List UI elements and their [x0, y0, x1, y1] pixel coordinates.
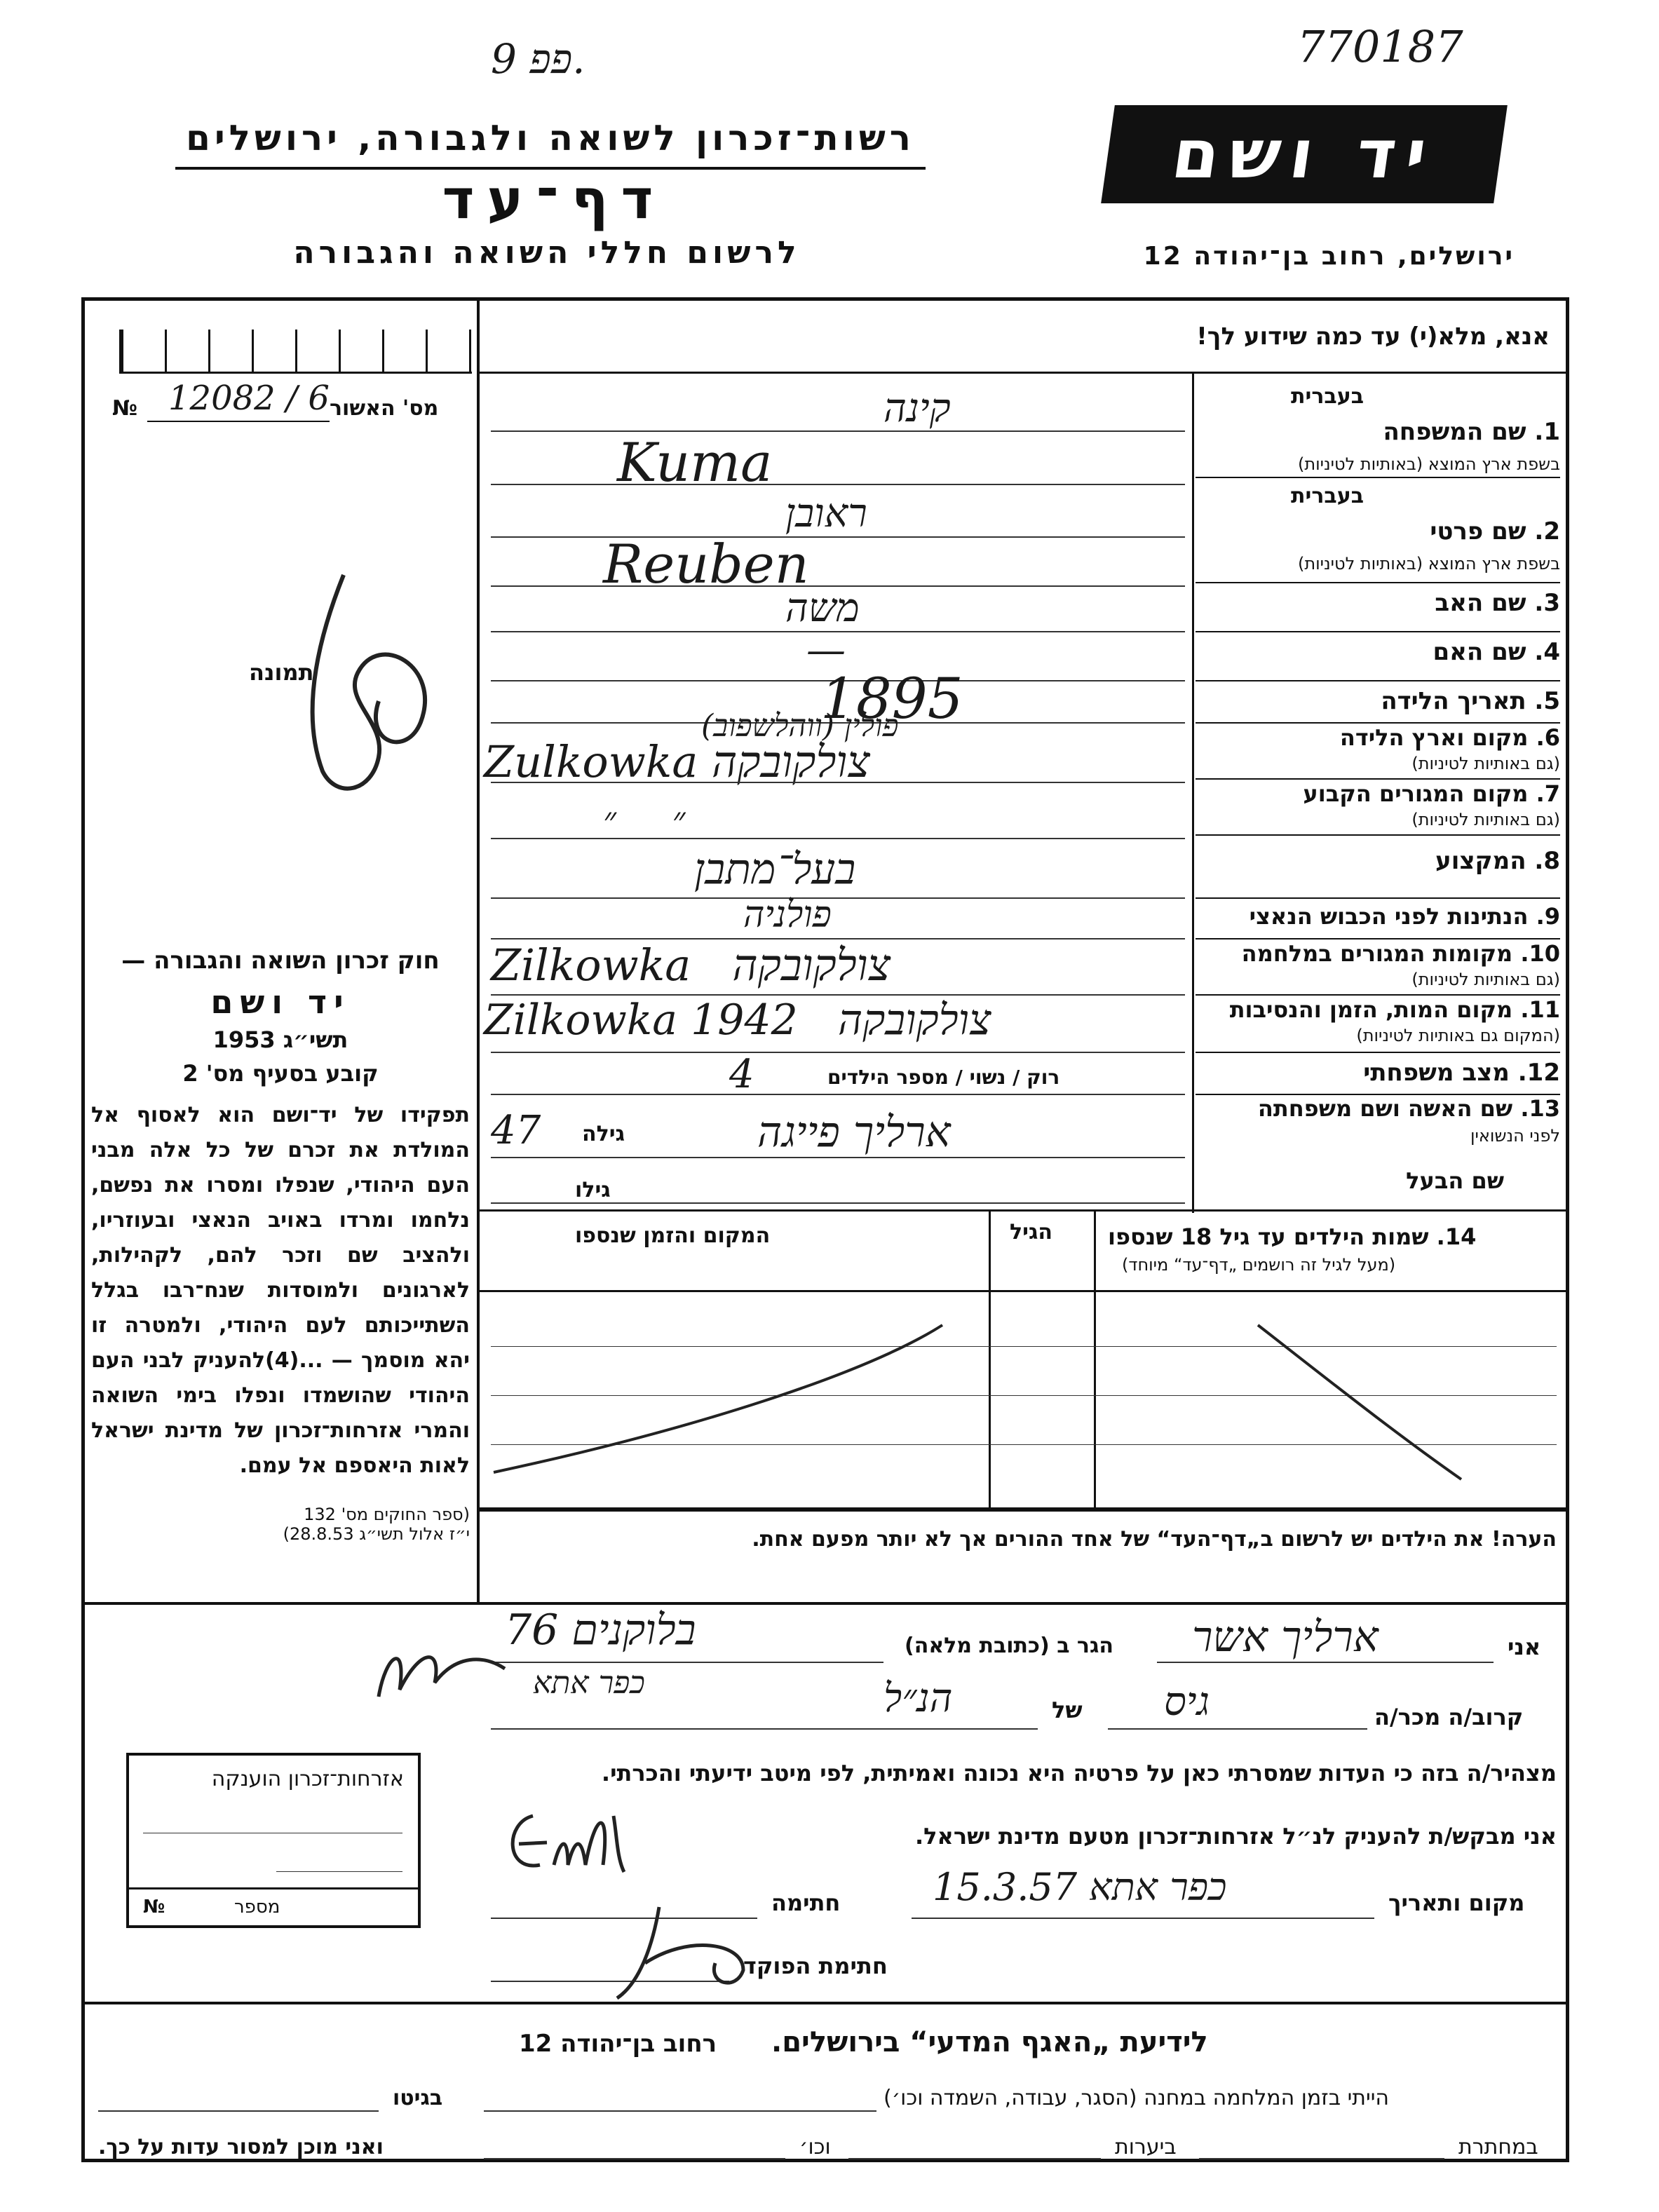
declarant-signature: [491, 1795, 673, 1893]
field-5-text: תאריך הלידה: [1381, 687, 1526, 715]
field-2-num: 2.: [1534, 517, 1560, 545]
law-box: [91, 946, 470, 1544]
field-4-num: 4.: [1534, 638, 1560, 666]
war-residence: Zilkowka צולקובקה: [491, 939, 891, 991]
footer-title: לידיעת „האגף המדעי“ בירושלים.: [771, 2026, 1208, 2058]
firstname-hebrew-line: [491, 536, 1185, 538]
footer-etc: וכו׳: [799, 2135, 831, 2159]
field-6-sub: (גם באותיות לטיניות): [1411, 754, 1560, 773]
field-11-label: [1230, 996, 1560, 1023]
footer-forests-blank: [848, 2158, 1101, 2159]
birth-date: 1895: [820, 666, 963, 731]
rule-4: [1196, 680, 1560, 681]
firstname-latin: Reuben: [603, 533, 809, 595]
mother-name: —: [806, 627, 846, 673]
death-place: Zilkowka 1942 צולקובקה: [484, 996, 991, 1045]
footer-ghetto: בגיטו: [393, 2086, 443, 2110]
note-bottom-rule: [84, 1602, 1568, 1605]
place-date-label: מקום ותאריך: [1388, 1889, 1525, 1916]
family-status-sublabel: רוק / נשוי / מספר הילדים: [827, 1066, 1060, 1089]
officer-label: חתימת הפוקד: [743, 1953, 888, 1979]
relation-line: [1108, 1728, 1367, 1730]
field-4-text: שם האם: [1433, 638, 1526, 666]
declaration-request: אני מבקש/ת להעניק לנ״ל אזרחות־זכרון מטעם מדינת ישראל.: [915, 1823, 1557, 1850]
footer-rule: [84, 2002, 1568, 2004]
field-4-label: [1433, 638, 1560, 666]
of-label: של: [1052, 1697, 1083, 1723]
of-line: [491, 1728, 1038, 1730]
surname-hebrew-line: [491, 430, 1185, 432]
photo-scribble: [259, 561, 470, 813]
rule-9: [1196, 938, 1560, 939]
citizenship-number-sign: №: [143, 1897, 165, 1918]
place-date-value: כפר אתא 15.3.57: [933, 1865, 1227, 1909]
declaration-ani: אני: [1508, 1634, 1541, 1660]
relation-value: גיס: [1164, 1679, 1210, 1725]
citizenship-box: [126, 1753, 421, 1928]
field-2-sub: בשפת ארץ המוצא (באותיות לטיניות): [1298, 554, 1560, 574]
note-text: הערה! את הילדים יש לרשום ב„דף־העד“ של אחד ההורים אך לא יותר מפעם אחת.: [752, 1527, 1557, 1552]
declaration-statement: מצהיר/ה בזה כי העדות שמסרתי כאן על פרטיה היא נכונה ואמיתית, לפי מיטב ידיעתי והכרתי.: [601, 1760, 1557, 1786]
approval-underline: [147, 421, 330, 422]
field-12-num: 12.: [1517, 1059, 1560, 1087]
husband-line: [491, 1202, 1185, 1204]
field-10-num: 10.: [1520, 940, 1560, 967]
rule-11: [1196, 1052, 1560, 1053]
law-source: (ספר החוקים מס' 132: [304, 1505, 470, 1524]
field-11-text: מקום המות, הזמן והנסיבות: [1229, 996, 1513, 1023]
rule-1: [1196, 477, 1560, 478]
header-annotation-right: 770187: [1297, 21, 1463, 72]
field-1-text: שם המשפחה: [1383, 418, 1526, 446]
field-8-num: 8.: [1534, 847, 1560, 875]
nationality: פולניה: [743, 894, 832, 936]
children-strike: [480, 1290, 1566, 1507]
law-name: יד ושם: [210, 983, 351, 1021]
field-9-text: הנתינות לפני הכבוש הנאצי: [1249, 903, 1529, 930]
rule-7: [1196, 834, 1560, 836]
field-12-text: מצב משפחתי: [1363, 1059, 1510, 1087]
field-14-text: שמות הילדים עד גיל 18 שנספו: [1108, 1223, 1429, 1250]
field-1-sub: בשפת ארץ המוצא (באותיות לטיניות): [1298, 454, 1560, 474]
children-count: 4: [729, 1052, 754, 1097]
children-line: [491, 1094, 1185, 1095]
declarant-address: בלוקנים 76: [505, 1606, 696, 1655]
children-place-header: המקום והזמן שנספו: [575, 1223, 771, 1248]
rule-5: [1196, 722, 1560, 724]
citizenship-number-label: מספר: [234, 1897, 280, 1918]
law-section: קובע בסעיף מס' 2: [182, 1060, 379, 1087]
lang-label-1: בעברית: [1291, 384, 1364, 409]
field-8-label: [1435, 847, 1560, 875]
place-date-line: [912, 1918, 1374, 1919]
tick-strip: [119, 330, 472, 374]
field-6-text: מקום וארץ הלידה: [1339, 724, 1529, 751]
resides-label: הגר ב (כתובת מלאה): [905, 1634, 1114, 1658]
birth-place-line: [491, 782, 1185, 783]
profession: בעל־מתבן: [694, 845, 856, 894]
footer-camp-blank: [484, 2110, 876, 2112]
field-13-label: [1258, 1095, 1560, 1122]
field-3-num: 3.: [1534, 589, 1560, 617]
law-date: י״ז אלול תשי״ג 28.8.53): [283, 1524, 470, 1544]
approval-number-value: 12082 / 6: [168, 379, 330, 418]
rule-3: [1196, 631, 1560, 632]
instruction-text: אנא, מלא(י) עד כמה שידוע לך!: [1196, 323, 1550, 351]
margin-scribble: [365, 1627, 519, 1711]
death-place-line: [491, 1052, 1185, 1053]
yad-vashem-logo: [1101, 105, 1508, 203]
wife-age: 47: [491, 1108, 541, 1153]
header-annotation-left: פפ 9.: [491, 35, 585, 83]
instruction-rule: [480, 372, 1568, 374]
law-body: תפקידו של יד־ושם הוא לאסוף אל המולדת את זכרם של כל אלה מבני העם היהודי, שנפלו ומסרו את נפשם, נלחמו ומרדו באויב הנאצי ובעוזריו, ולהציב שם וזכר להם, לקהילות, לארגונים ולמוסדות שנח־רבו בגלל השתייכותם לעם היהודי, ולמטרה זו יהא מוסמך — ...(4)להעניק לבני העם היהודי שהושמדו ונפלו בימי השואה והמרי אזרחות־זכרון של מדינת ישראל לאות היאספם אל עמם.: [91, 1103, 470, 1478]
rule-8: [1196, 897, 1560, 899]
rule-2: [1196, 582, 1560, 583]
husband-age-label: גילו: [575, 1178, 611, 1202]
authority-title: רשות־זכרון לשואה ולגבורה, ירושלים: [186, 118, 915, 158]
field-5-label: [1381, 687, 1560, 715]
footer-etc-blank: [484, 2158, 785, 2159]
form-title: דף־עד: [442, 168, 666, 231]
footer-ghetto-blank: [98, 2110, 379, 2112]
wife-age-label: גילה: [582, 1122, 625, 1146]
children-sub: (מעל לגיל זה רושמים „דף־עד“ מיוחד): [1122, 1255, 1396, 1275]
field-9-label: [1250, 903, 1560, 930]
field-10-label: [1242, 940, 1560, 967]
note-top-rule: [480, 1507, 1568, 1509]
header-address: ירושלים, רחוב בן־יהודה 12: [1143, 242, 1515, 271]
label-column-divider: [1192, 372, 1194, 1213]
logo-text: יד ושם: [1167, 115, 1442, 194]
father-name: משה: [785, 585, 860, 631]
footer-forests: ביערות: [1115, 2135, 1177, 2159]
field-11-sub: (המקום גם באותיות לטיניות): [1356, 1026, 1560, 1045]
field-7-label: [1303, 780, 1560, 807]
children-title: [1108, 1223, 1476, 1250]
field-8-text: המקצוע: [1435, 847, 1526, 875]
birth-place: פולין (ווהלשפוב): [701, 708, 899, 744]
form-subtitle: לרשום חללי השואה והגבורה: [293, 235, 801, 271]
field-6-label: [1340, 724, 1560, 751]
officer-signature: [603, 1893, 785, 2005]
approval-number-label: מס' האשור: [330, 396, 439, 421]
footer-ready: ואני מוכן למסור עדות על כך.: [98, 2135, 384, 2159]
field-7-text: מקום המגורים הקבוע: [1303, 780, 1529, 807]
field-5-num: 5.: [1534, 687, 1560, 715]
relation-label: קרוב/ה מכר/ה: [1374, 1704, 1524, 1730]
declarant-name: ארליך אשר: [1192, 1613, 1379, 1662]
field-10-sub: (גם באותיות לטיניות): [1411, 970, 1560, 989]
residence: ״ ״: [603, 799, 686, 840]
field-7-sub: (גם באותיות לטיניות): [1411, 810, 1560, 829]
of-value: הנ״ל: [883, 1676, 953, 1721]
field-2-text: שם פרטי: [1430, 517, 1526, 545]
rule-10: [1196, 994, 1560, 996]
field-13-text: שם האשה ושם משפחתה: [1257, 1095, 1513, 1122]
footer-underground-blank: [1199, 2158, 1444, 2159]
lang-label-2: בעברית: [1291, 484, 1364, 508]
profession-line: [491, 897, 1185, 899]
citizenship-title: אזרחות־זכרון הוענקה: [211, 1767, 404, 1791]
husband-label: שם הבעל: [1406, 1167, 1504, 1194]
field-3-text: שם האב: [1435, 589, 1526, 617]
residence-line: [491, 838, 1185, 839]
signature-label: חתימה: [771, 1889, 841, 1916]
field-1-num: 1.: [1534, 418, 1560, 446]
field-14-num: 14.: [1436, 1223, 1477, 1250]
field-13-num: 13.: [1520, 1095, 1560, 1122]
field-1-label: [1383, 418, 1560, 446]
approval-number-sign: №: [112, 396, 138, 421]
field-11-num: 11.: [1520, 996, 1560, 1023]
footer-address: רחוב בן־יהודה 12: [519, 2030, 717, 2058]
field-6-num: 6.: [1536, 724, 1560, 751]
firstname-hebrew: ראובן: [785, 491, 867, 536]
law-year: תשי״ג 1953: [212, 1026, 348, 1053]
field-10-text: מקומות המגורים במלחמה: [1241, 940, 1513, 967]
photo-label: תמונה: [249, 659, 314, 686]
surname-latin-line: [491, 484, 1185, 485]
wife-name: ארליך פייגה: [757, 1108, 951, 1157]
children-age-header: הגיל: [1010, 1220, 1052, 1244]
footer-underground: במחתרת: [1458, 2135, 1538, 2159]
field-13-sub: לפני הנשואין: [1470, 1126, 1560, 1146]
field-2-label: [1430, 517, 1560, 545]
field-9-num: 9.: [1536, 903, 1560, 930]
citizenship-number-row: [129, 1887, 418, 1928]
field-12-label: [1363, 1059, 1560, 1087]
rule-6: [1196, 778, 1560, 780]
surname-hebrew: קינה: [883, 386, 951, 431]
surname-latin: Kuma: [617, 431, 773, 494]
declarant-line: [1157, 1662, 1494, 1663]
wife-line: [491, 1157, 1185, 1158]
field-3-label: [1435, 589, 1560, 617]
declarant-town: כפר אתא: [533, 1665, 645, 1701]
address-line: [491, 1662, 883, 1663]
field-7-num: 7.: [1536, 780, 1560, 807]
citizenship-line-2: [276, 1871, 402, 1872]
birth-place-latin: Zulkowka צולקובקה: [484, 736, 870, 787]
law-title: חוק זכרון השואה והגבורה —: [121, 946, 440, 975]
footer-camp-line: הייתי בזמן המלחמה במחנה (הסגר, עבודה, השמדה וכו׳): [883, 2086, 1390, 2110]
